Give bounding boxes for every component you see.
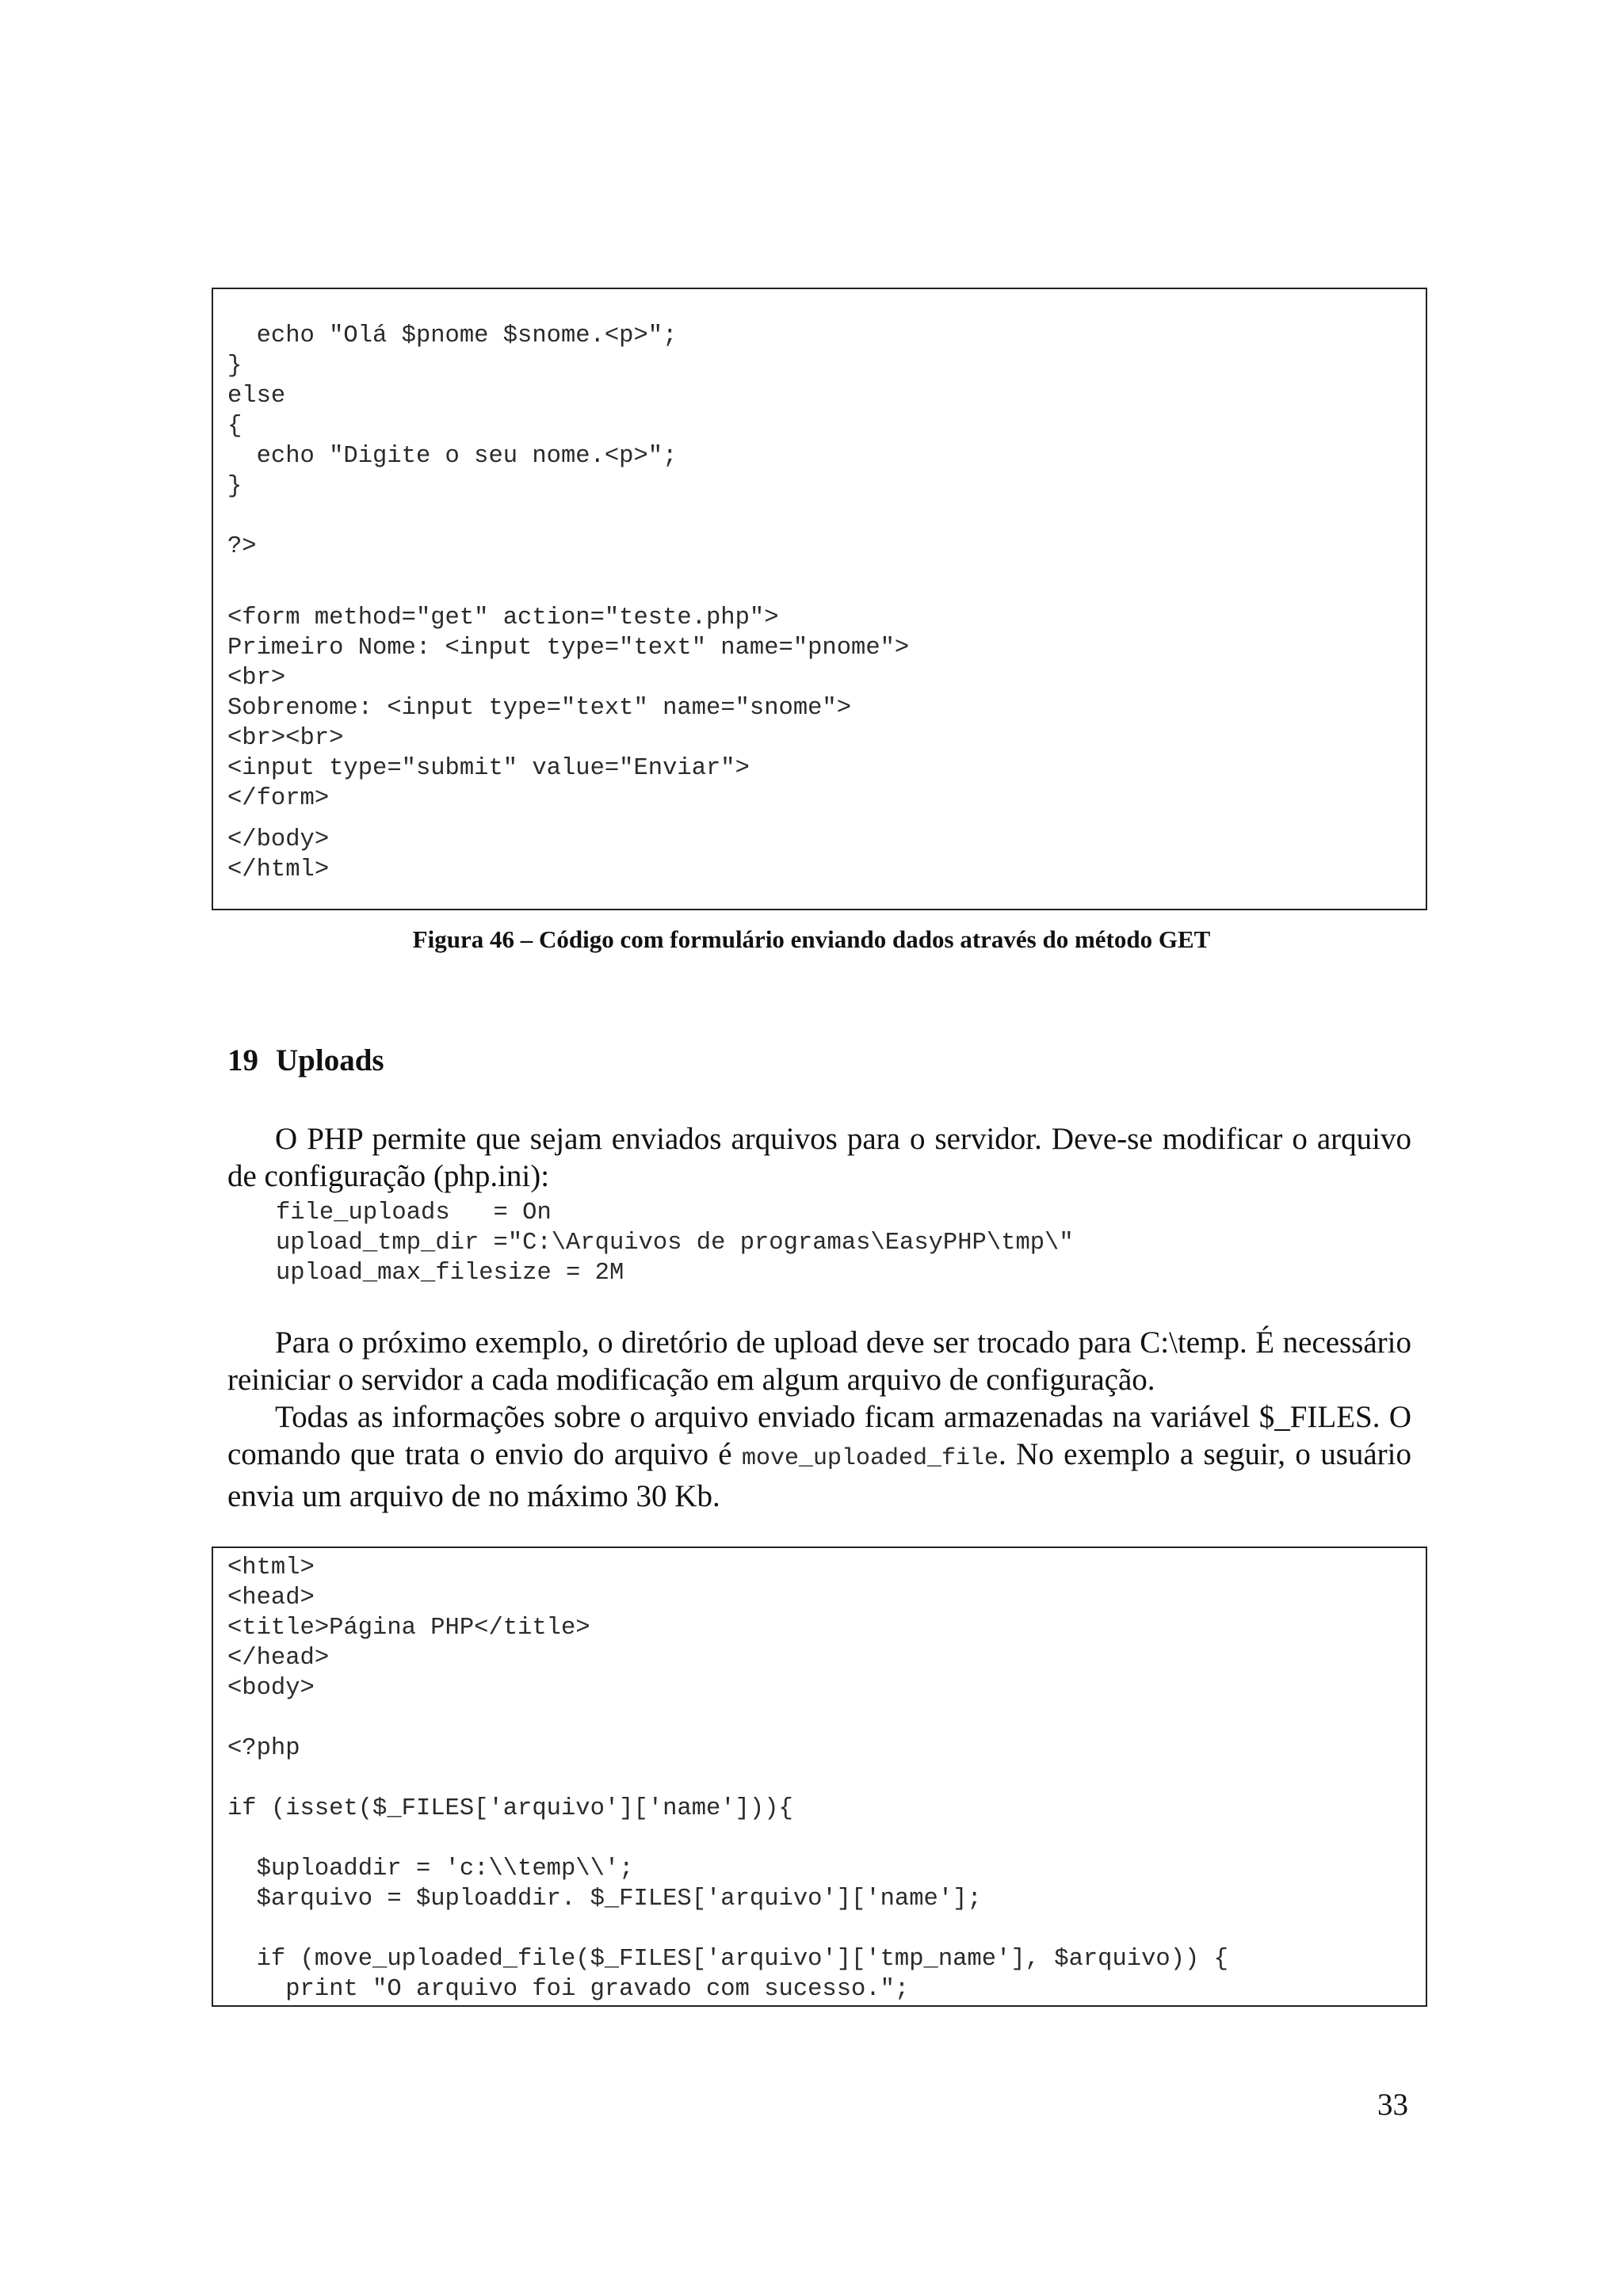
code-block-form-get xyxy=(212,288,1427,910)
figure-caption: Figura 46 – Código com formulário enviando dados através do método GET xyxy=(412,925,1211,953)
code-block-php-part: echo "Olá $pnome $snome.<p>"; } else { echo "Digite o seu nome.<p>"; } ?> xyxy=(227,322,678,560)
inline-code-move-uploaded-file: move_uploaded_file xyxy=(741,1445,999,1472)
page-number: 33 xyxy=(1377,2088,1408,2122)
paragraph-intro xyxy=(227,1120,1411,1195)
paragraph-files-variable xyxy=(227,1398,1411,1515)
paragraph-files-after: . No exemplo a seguir, o usuário envia um arquivo de no máximo 30 Kb. xyxy=(227,1437,1412,1513)
code-block-form-part: <form method="get" action="teste.php"> Primeiro Nome: <input type="text" name="pnome"> <br> Sobrenome: <input type="text" name="snome"> <br><br> <input type="submit" value="Enviar"> </form> xyxy=(227,605,910,812)
php-ini-config: file_uploads = On upload_tmp_dir ="C:\Arquivos de programas\EasyPHP\tmp\" upload_max_filesize = 2M xyxy=(276,1199,1074,1287)
code-block-upload xyxy=(212,1547,1427,2007)
code-block-closing-tags: </body> </html> xyxy=(227,826,330,883)
paragraph-temp-dir-text: Para o próximo exemplo, o diretório de upload deve ser trocado para C:\temp. É necessário reiniciar o servidor a cada modificação em algum arquivo de configuração. xyxy=(227,1325,1411,1397)
section-heading xyxy=(227,1043,384,1078)
paragraph-files-before: Todas as informações sobre o arquivo enviado ficam armazenadas na variável $_FILES. O comando que trata o envio do arquivo é xyxy=(227,1400,1411,1471)
code-block-upload-text: <html> <head> <title>Página PHP</title> </head> <body> <?php if (isset($_FILES['arquivo']['name'])){ $uploaddir = 'c:\\temp\\'; $arquivo = $uploaddir. $_FILES['arquivo']['name']; if (move_uploaded_file($_FILES['arquivo']['tmp_name'], $arquivo)) { print "O arquivo foi gravado com sucesso."; xyxy=(227,1554,1228,2003)
paragraph-temp-dir xyxy=(227,1324,1411,1398)
section-number: 19 xyxy=(227,1043,258,1077)
paragraph-intro-text: O PHP permite que sejam enviados arquivos para o servidor. Deve-se modificar o arquivo de configuração (php.ini): xyxy=(227,1122,1411,1193)
section-title: Uploads xyxy=(276,1043,384,1077)
